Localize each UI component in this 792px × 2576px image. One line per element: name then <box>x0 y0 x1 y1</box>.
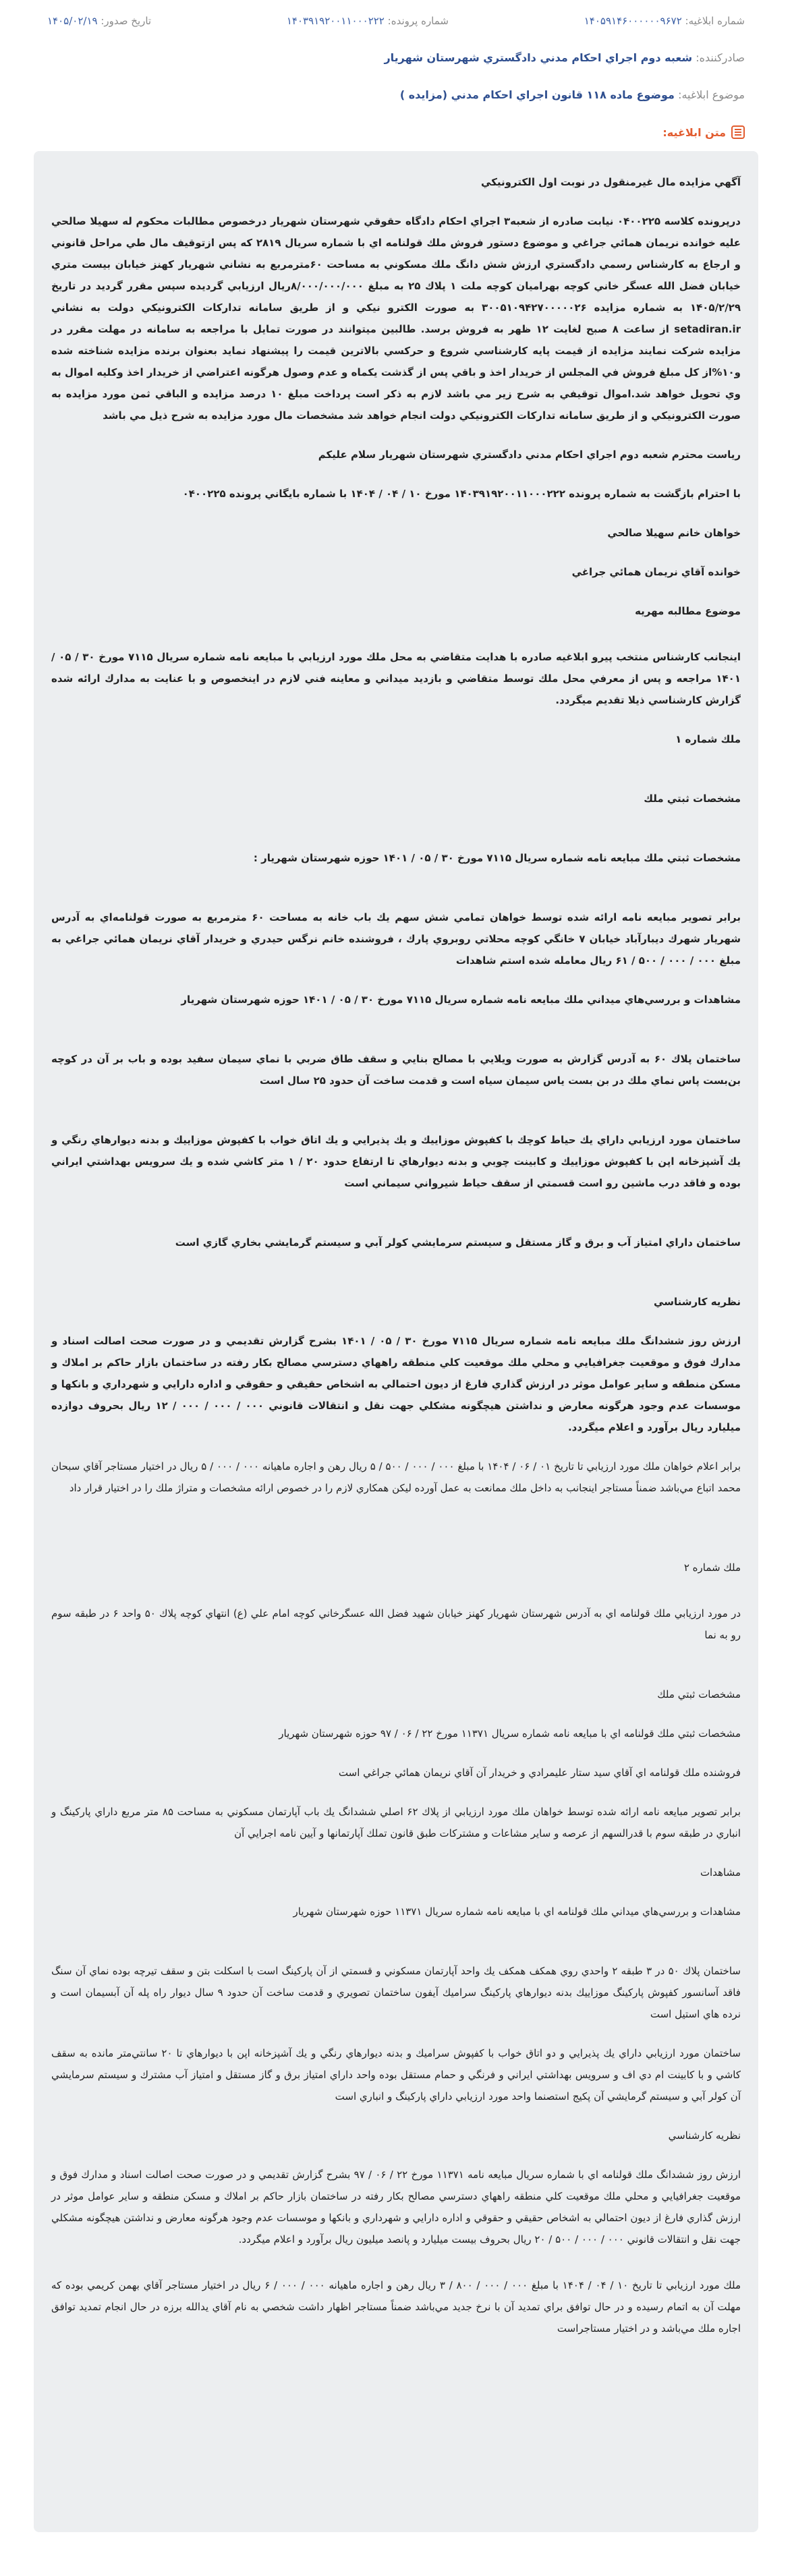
auction-paragraph: درپرونده كلاسه ۰۴۰۰۲۲۵ نيابت صادره از شعبه۳ اجراي احكام دادگاه حقوقي شهرستان شهريار درخصوص مطالبات محكوم له سهيلا صالحي عليه خوانده نريمان همائي جراغي و موضوع دستور فروش ملك قولنامه اي با شماره سريال ۲۸۱۹ كه پس ازتوقيف مال طي مراحل قانوني و ارجاع به كارشناس رسمي دادگستري ارزش شش دانگ ملك مسكوني به مساحت ۶۰مترمربع به نشاني شهريار كهنز خيابان بيست متري خيابان فضل الله عسگر خاني كوچه بهرامیان كوچه ملت ۱ پلاك ۲۵ به مبلغ ۸/۰۰۰/۰۰۰/۰۰۰ريال ارزيابي گرديده سپس مقرر گرديد در تاريخ ۱۴۰۵/۲/۲۹ به شماره مزايده ۳۰۰۵۱۰۹۴۲۷۰۰۰۰۰۲۶ به صورت الكترو نيكي و از طريق سامانه تداركات الكترونيكي دولت به نشاني setadiran.ir از ساعت ۸ صبح لغايت ۱۲ ظهر به فروش برسد. طالبين ميتوانند در صورت تمايل با مراجعه به سامانه در مهلت مقرر در مزايده شركت نمايند مزايده از قيمت پايه كارشناسي شروع و حركسي بالاترين قيمت را پيشنهاد نمايد بعنوان برنده مزايده شناخته شده و۱۰%از كل مبلغ فروش في المجلس از خريدار اخذ و باقي پس از گذشت يكماه و عدم وصول هرگونه اعتراضي از خريدار اخذ وكليه اموال به وي تحويل خواهد شد.اموال توقيفي به شرح زير مي باشد لازم به ذكر است پرداخت مبلغ ۱۰ درصد مزايده و الباقي ثمن مورد مزايده به صورت الكترونيكي و از طريق سامانه تداركات الكترونيكي دولت انجام خواهد شد مشخصات مال مورد مزايده به شرح ذيل مي باشد <box>51 215 741 422</box>
defendant-line: خوانده آقاي نريمان همائي جراغي <box>571 566 741 578</box>
contract-description: برابر تصوير مبايعه نامه ارائه شده توسط خواهان تمامي شش سهم يك باب خانه به مساحت ۶۰ مترمربع به صورت قولنامه‌اي به آدرس شهريار شهرك ديبارآباد خيابان ۷ خانگي كوچه محلاتي روبروي پارك ، فروشنده خانم نرگس حيدري و خريدار آقاي نريمان همائي جراغي به مبلغ ۰۰۰ / ۰۰۰ / ۵۰۰ / ۶۱ ريال معامله شده استم شاهدات <box>51 911 741 967</box>
unit-description-2: ساختمان مورد ارزيابي داراي يك پذيرايي و دو اتاق خواب با كفپوش سراميك و بدنه ديوارهاي رنگي و يك آشپزخانه اپن با ديوارهاي تا ۲۰ سانتي‌متر مانده به سقف كاشي و با كابينت ام دي اف و سرويس بهداشتي ايراني و فرنگي و حمام مستقل بوده واحد داراي امتياز برق و گاز مستقل و امتياز آب مشترك و سيستم سرمايشي آن كولر آبي و سيستم گرمايشي آن پكيج استصنما واحد مورد ارزيابي داراي پاركينگ و انباري است <box>51 2047 741 2102</box>
tenant-note-1: برابر اعلام خواهان ملك مورد ارزيابي تا تاريخ ۰۱ / ۰۶ / ۱۴۰۴ با مبلغ ۰۰۰ / ۰۰۰ / ۵۰۰ / ۵ ريال رهن و اجاره ماهيانه ۰۰۰ / ۰۰۰ / ۵ ريال در اختيار مستاجر آقاي سبحان محمد اتباع مي‌باشد ضمناً مستاجر اينجانب به داخل ملك ممانعت به عمل آورده ليكن همكاري لازم را در خصوص ارائه مشخصات و متراژ ملك را در اختيار قرار داد <box>51 1460 741 1494</box>
notice-body <box>34 151 758 2532</box>
auction-title: آگهي مزايده مال غيرمنقول در نوبت اول الكترونيكي <box>481 176 741 188</box>
meta-row <box>47 15 745 27</box>
issuer-line: صادرکننده: شعبه دوم اجراي احكام مدني دادگستري شهرستان شهريار <box>384 51 745 64</box>
issue-date: تاریخ صدور: ۱۴۰۵/۰۲/۱۹ <box>47 15 152 27</box>
plaintiff-line: خواهان خانم سهيلا صالحي <box>607 527 741 539</box>
observations-heading-2: مشاهدات <box>700 1866 741 1879</box>
claim-subject-line: موضوع مطالبه مهريه <box>635 605 741 617</box>
building-description: ساختمان پلاك ۶۰ به آدرس گزارش به صورت ويلايي با مصالح بنايي و سقف طاق ضربي با نماي سيمان سفيد بوده و باب بر آن در كوچه بن‌بست پاس نماي ملك در بن بست ياس سيمان سياه است و قدمت ساخت آن حدود ۲۵ سال است <box>51 1053 741 1087</box>
registration-details-2: مشخصات ثبتي ملك قولنامه اي با مبايعه نامه شماره سريال ۱۱۳۷۱ مورخ ۲۲ / ۰۶ / ۹۷ حوزه شهرستان شهريار <box>279 1727 741 1740</box>
unit-description: ساختمان مورد ارزيابي داراي يك حياط كوچك با كفپوش موزاييك و يك پذيرايي و يك اتاق خواب با كفپوش موزاييك و بدنه ديوارهاي رنگي و يك آشپزخانه اپن با كفپوش موزاييك و كابينت چوبي و بدنه ديوارهاي تا ارتفاع حدود ۲۰ / ۱ متر كاشي شده و يك سرويس بهداشتي ايراني بوده و فاقد درب ماشين رو است قسمتي از سقف حياط شيرواني سيماني است <box>51 1134 741 1189</box>
notice-number: شماره ابلاغیه: ۱۴۰۵۹۱۴۶۰۰۰۰۰۰۹۶۷۲ <box>584 15 745 27</box>
expert-opinion-1: ارزش روز ششدانگ ملك مبايعه نامه شماره سريال ۷۱۱۵ مورخ ۳۰ / ۰۵ / ۱۴۰۱ بشرح گزارش تقديمي و در صورت صحت اصالت اسناد و مدارك فوق و موقعيت جغرافيايي و محلي ملك موقعيت كلي منطقه راههاي دسترسي مصالح بكار رفته در ساختمان بازار حاكم بر املاك و مسكن منطقه و ساير عوامل موثر در ارزش گذاري فارغ از ديون احتمالي به اشخاص حقيقي و حقوقي و اداره دارايي و شهرداري و بانكها و موسسات عدم وجود هرگونه معارض و نداشتن هيچگونه مشكلي جهت نقل و انتقالات قانوني ۰۰۰ / ۰۰۰ / ۰۰۰ / ۱۲ ريال بحروف دوازده ميليارد ريال برآورد و اعلام ميگردد. <box>51 1335 741 1433</box>
contract-description-2: برابر تصوير مبايعه نامه ارائه شده توسط خواهان ملك مورد ارزيابي از پلاك ۶۲ اصلي ششدانگ يك باب آپارتمان مسكوني به مساحت ۸۵ متر مربع داراي پاركينگ و انباري در طبقه سوم با قدرالسهم از عرصه و ساير مشاعات و مشتركات طبق قانون تملك آپارتمانها و آيين نامه اجرايي آن <box>51 1806 741 1839</box>
expert-intro: اينجانب كارشناس منتخب پيرو ابلاغيه صادره با هدايت متقاضي به محل ملك مورد ارزيابي با مبايعه نامه شماره سريال ۷۱۱۵ مورخ ۳۰ / ۰۵ / ۱۴۰۱ مراجعه و پس از معرفي محل ملك توسط متقاضي و بازديد ميداني و معاينه فني لازم در اينخصوص و با عنايت به مدارك ارائه شده گزارش كارشناسي ذيلا تقديم ميگردد. <box>51 651 741 706</box>
notice-text-heading: متن ابلاغیه: <box>47 125 745 139</box>
expert-opinion-heading: نظريه كارشناسي <box>654 1296 741 1308</box>
case-number: شماره پرونده: ۱۴۰۳۹۱۹۲۰۰۱۱۰۰۰۲۲۲ <box>286 15 449 27</box>
registration-heading: مشخصات ثبتي ملك <box>644 793 741 805</box>
tenant-note-2: ملك مورد ارزيابي تا تاريخ ۱۰ / ۰۴ / ۱۴۰۴ با مبلغ ۰۰۰ / ۰۰۰ / ۸۰۰ / ۳ ريال رهن و اجاره ماهيانه ۰۰۰ / ۰۰۰ / ۶ ريال در اختيار مستاجر آقاي بهمن كريمي بوده كه مهلت آن به اتمام رسيده و در حال توافق براي تمديد آن با نرخ جديد مي‌باشد ضمناً مستاجر اظهار داشت شخصي به نام آقاي يدالله برزه در حال انجام تمديد توافق اجاره ملك مي‌باشد و در اختيار مستاجراست <box>51 2279 741 2335</box>
utilities-description: ساختمان داراي امتياز آب و برق و گاز مستقل و سيستم سرمايشي كولر آبي و سيستم گرمايشي بخاري گازي است <box>175 1236 741 1249</box>
seller-buyer-line: فروشنده ملك قولنامه اي آقاي سيد ستار عليمرادي و خريدار آن آقاي نريمان همائي جراغي است <box>338 1767 741 1779</box>
registration-details: مشخصات ثبتي ملك مبايعه نامه شماره سريال ۷۱۱۵ مورخ ۳۰ / ۰۵ / ۱۴۰۱ حوزه شهرستان شهريار : <box>253 852 741 864</box>
field-observations-2: مشاهدات و بررسي‌هاي ميداني ملك قولنامه اي با مبايعه نامه شماره سريال ۱۱۳۷۱ حوزه شهرستان شهريار <box>293 1906 741 1918</box>
building-description-2: ساختمان پلاك ۵۰ در ۳ طبقه ۲ واحدي روي همكف همكف يك واحد آپارتمان مسكوني و قسمتي از آن پاركينگ است با اسكلت بتن و سقف تيرچه بوده نماي آن سنگ فاقد آسانسور كفپوش پاركينگ موزاييك بدنه ديوارهاي پاركينگ سراميك آيفون ساختمان تصويري و قدمت ساخت آن حدود ۹ سال ديوار راه پله آن آبسيمان است و نرده هاي استيل است <box>51 1965 741 2020</box>
notice-header <box>0 0 792 139</box>
document-icon <box>731 125 745 139</box>
case-reference: با احترام بازگشت به شماره پرونده ۱۴۰۳۹۱۹۲۰۰۱۱۰۰۰۲۲۲ مورخ ۱۰ / ۰۴ / ۱۴۰۴ با شماره بايگاني پرونده ۰۴۰۰۲۲۵ <box>182 488 741 500</box>
addressee-line: رياست محترم شعبه دوم اجراي احكام مدني دادگستري شهرستان شهريار سلام عليكم <box>318 449 741 461</box>
property-2-heading: ملك شماره ۲ <box>683 1562 741 1574</box>
expert-opinion-2: ارزش روز ششدانگ ملك قولنامه اي با شماره سريال مبايعه نامه ۱۱۳۷۱ مورخ ۲۲ / ۰۶ / ۹۷ بشرح گزارش تقديمي و در صورت صحت اصالت اسناد و مدارك فوق و موقعيت جغرافيايي و محلي ملك موقعيت كلي منطقه راههاي دسترسي مصالح بكار رفته در ساختمان بازار حاكم بر املاك و مسكن منطقه و ساير عوامل موثر در ارزش گذاري فارغ از ديون احتمالي به اشخاص حقيقي و حقوقي و اداره دارايي و شهرداري و بانكها و موسسات عدم وجود هرگونه معارض و نداشتن هيچگونه مشكلي جهت نقل و انتقالات قانوني ۰۰۰ / ۰۰۰ / ۵۰۰ / ۲۰ ريال بحروف بيست ميليارد و پانصد ميليون ريال برآورد و اعلام ميگردد. <box>51 2169 741 2245</box>
expert-opinion-heading-2: نظريه كارشناسي <box>668 2129 741 2142</box>
property-1-heading: ملك شماره ۱ <box>675 733 741 745</box>
field-observations-heading: مشاهدات و بررسي‌هاي ميداني ملك مبايعه نامه شماره سريال ۷۱۱۵ مورخ ۳۰ / ۰۵ / ۱۴۰۱ حوزه شهرستان شهريار <box>181 994 741 1006</box>
subject-line: موضوع ابلاغیه: موضوع ماده ۱۱۸ قانون اجراي احكام مدني (مزايده ) <box>399 88 745 101</box>
registration-heading-2: مشخصات ثبتي ملك <box>657 1688 741 1700</box>
property-2-address: در مورد ارزيابي ملك قولنامه اي به آدرس شهرستان شهريار كهنز خيابان شهيد فضل الله عسگرخاني كوچه امام علي (ع) انتهاي كوچه پلاك ۵۰ واحد ۶ در طبقه سوم رو به نما <box>51 1607 741 1641</box>
